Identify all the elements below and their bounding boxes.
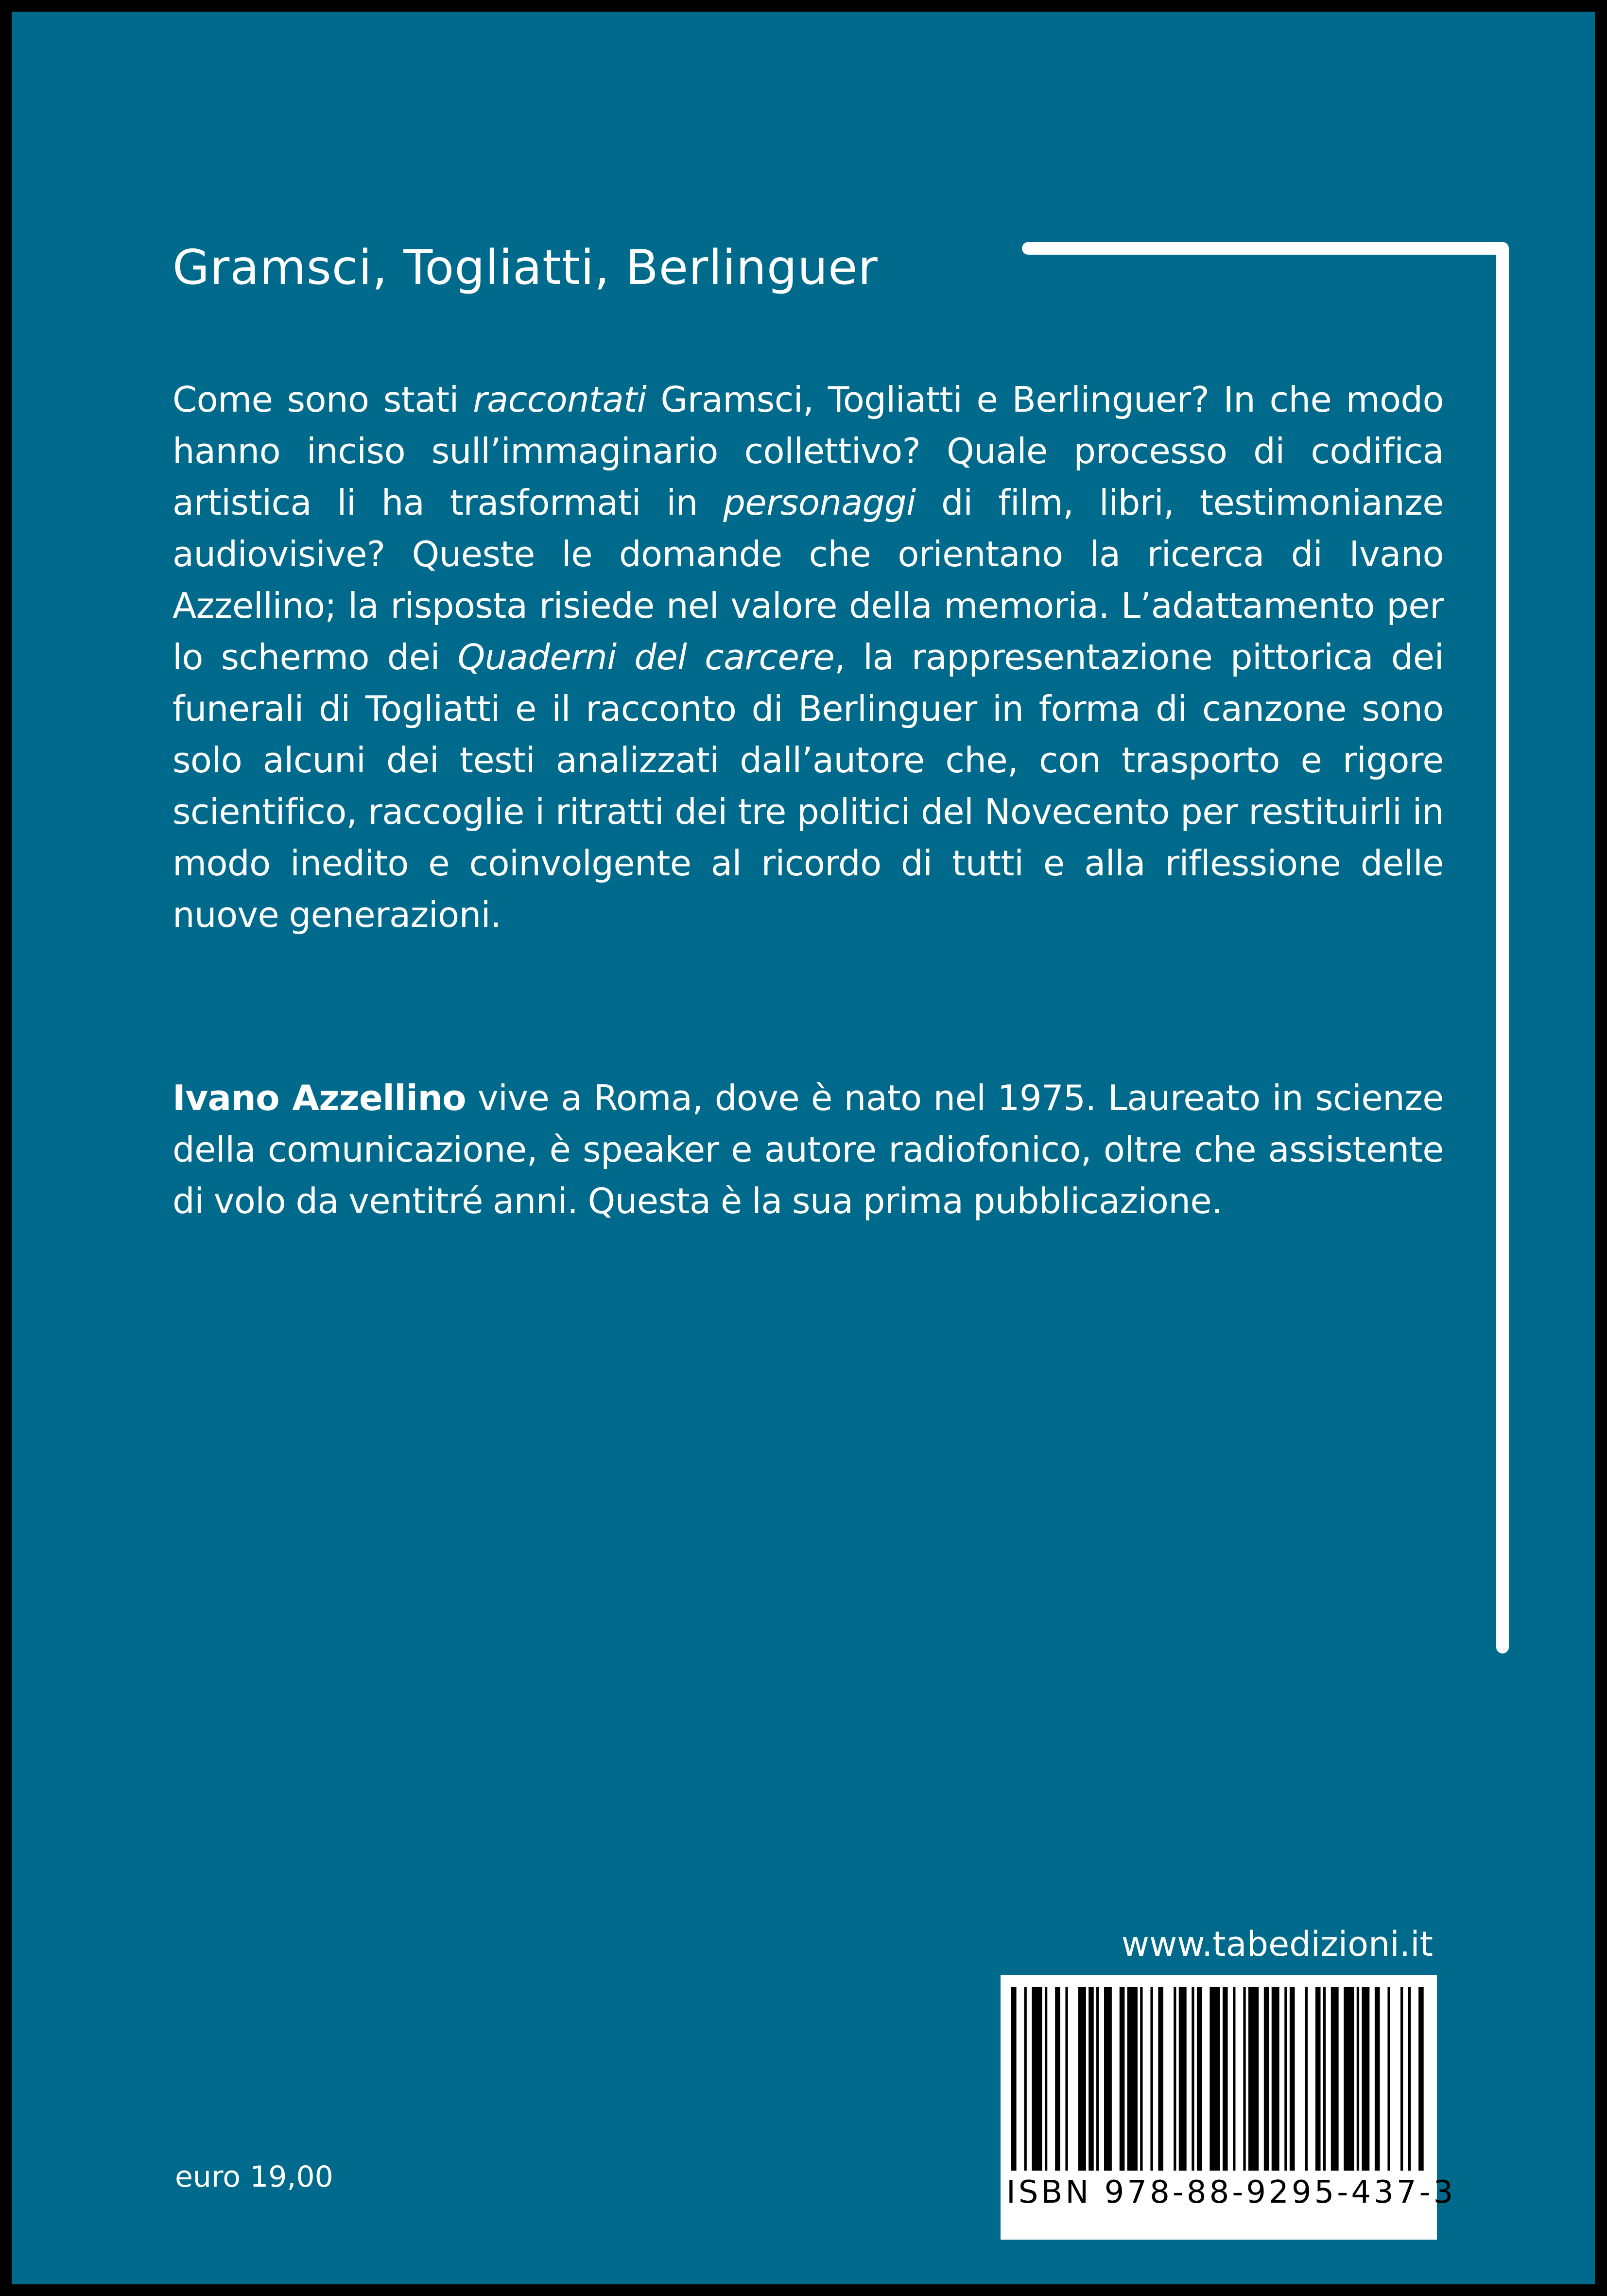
- description-emphasis-personaggi: personaggi: [723, 482, 916, 523]
- barcode-bar: [1065, 1987, 1068, 2171]
- barcode-bar: [1158, 1987, 1163, 2171]
- barcode-bar: [1272, 1987, 1279, 2171]
- barcode-bar: [1140, 1987, 1142, 2171]
- barcode-bar: [1150, 1987, 1153, 2171]
- author-bio: [173, 1072, 1444, 1227]
- barcode-bar: [1192, 1987, 1194, 2171]
- barcode-bar: [1362, 1987, 1369, 2171]
- barcode-bar: [1408, 1987, 1411, 2171]
- barcode-bar: [1179, 1987, 1187, 2171]
- barcode-bar: [1096, 1987, 1099, 2171]
- price: euro 19,00: [175, 2160, 333, 2194]
- description-emphasis-quaderni: Quaderni del carcere: [457, 637, 835, 678]
- barcode-bar: [1078, 1987, 1086, 2171]
- barcode-bar: [1264, 1987, 1269, 2171]
- barcode-bar: [1248, 1987, 1259, 2171]
- barcode-bar: [1223, 1987, 1228, 2171]
- description-text-1: Come sono stati: [173, 379, 473, 420]
- barcode-bar: [1174, 1987, 1176, 2171]
- barcode-bar: [1104, 1987, 1112, 2171]
- barcode-bar: [1024, 1987, 1027, 2171]
- description-text-2: Gramsci, Togliatti e Berlinguer? In che modo hanno inciso sull’immaginario collettivo? Quale processo di codifica artistica li ha trasformati in: [173, 379, 1444, 523]
- book-title: Gramsci, Togliatti, Berlinguer: [173, 240, 878, 296]
- barcode-bar: [1418, 1987, 1424, 2171]
- barcode-bars: [1011, 1987, 1426, 2171]
- barcode-bar: [1089, 1987, 1094, 2171]
- barcode-bar: [1233, 1987, 1235, 2171]
- barcode-bar: [1331, 1987, 1339, 2171]
- back-cover: [12, 12, 1595, 2284]
- barcode-bar: [1344, 1987, 1354, 2171]
- barcode-bar: [1045, 1987, 1047, 2171]
- description-text-4: , la rappresentazione pittorica dei funerali di Togliatti e il racconto di Berlinguer in forma di canzone sono solo alcuni dei testi analizzati dall’autore che, con trasporto e rigore scientifico, raccoglie i ritratti dei tre politici del Novecento per restituirli in modo inedito e coinvolgente al ricordo di tutti e alla riflessione delle nuove generazioni.: [173, 637, 1444, 935]
- barcode-bar: [1055, 1987, 1060, 2171]
- isbn-number: ISBN 978-88-9295-437-3: [1006, 2174, 1456, 2210]
- book-description: [173, 374, 1444, 940]
- barcode: [1001, 1975, 1456, 2240]
- author-bio-text: vive a Roma, dove è nato nel 1975. Laureato in scienze della comunicazione, è speaker e autore radiofonico, oltre che assistente di volo da ventitré anni. Questa è la sua prima pubblicazione.: [173, 1078, 1444, 1221]
- decorative-frame-top: [1022, 242, 1509, 255]
- barcode-bar: [1197, 1987, 1202, 2171]
- barcode-bar: [1323, 1987, 1326, 2171]
- description-emphasis-raccontati: raccontati: [473, 379, 647, 420]
- barcode-bar: [1210, 1987, 1220, 2171]
- barcode-bar: [1284, 1987, 1287, 2171]
- barcode-bar: [1375, 1987, 1380, 2171]
- barcode-bar: [1127, 1987, 1138, 2171]
- barcode-bar: [1400, 1987, 1403, 2171]
- description-text-3: di film, libri, testimonianze audiovisive? Queste le domande che orientano la ricerca di Ivano Azzellino; la risposta risiede nel valore della memoria. L’adattamento per lo schermo dei: [173, 482, 1444, 678]
- barcode-bar: [1032, 1987, 1042, 2171]
- author-name: Ivano Azzellino: [173, 1078, 466, 1118]
- barcode-bar: [1120, 1987, 1125, 2171]
- barcode-bar: [1011, 1987, 1017, 2171]
- barcode-bar: [1357, 1987, 1359, 2171]
- decorative-frame-right: [1496, 242, 1509, 1653]
- barcode-bar: [1305, 1987, 1308, 2171]
- barcode-bar: [1387, 1987, 1390, 2171]
- barcode-bar: [1243, 1987, 1245, 2171]
- publisher-website: www.tabedizioni.it: [1121, 1924, 1433, 1964]
- barcode-bar: [1315, 1987, 1321, 2171]
- barcode-bar: [1290, 1987, 1295, 2171]
